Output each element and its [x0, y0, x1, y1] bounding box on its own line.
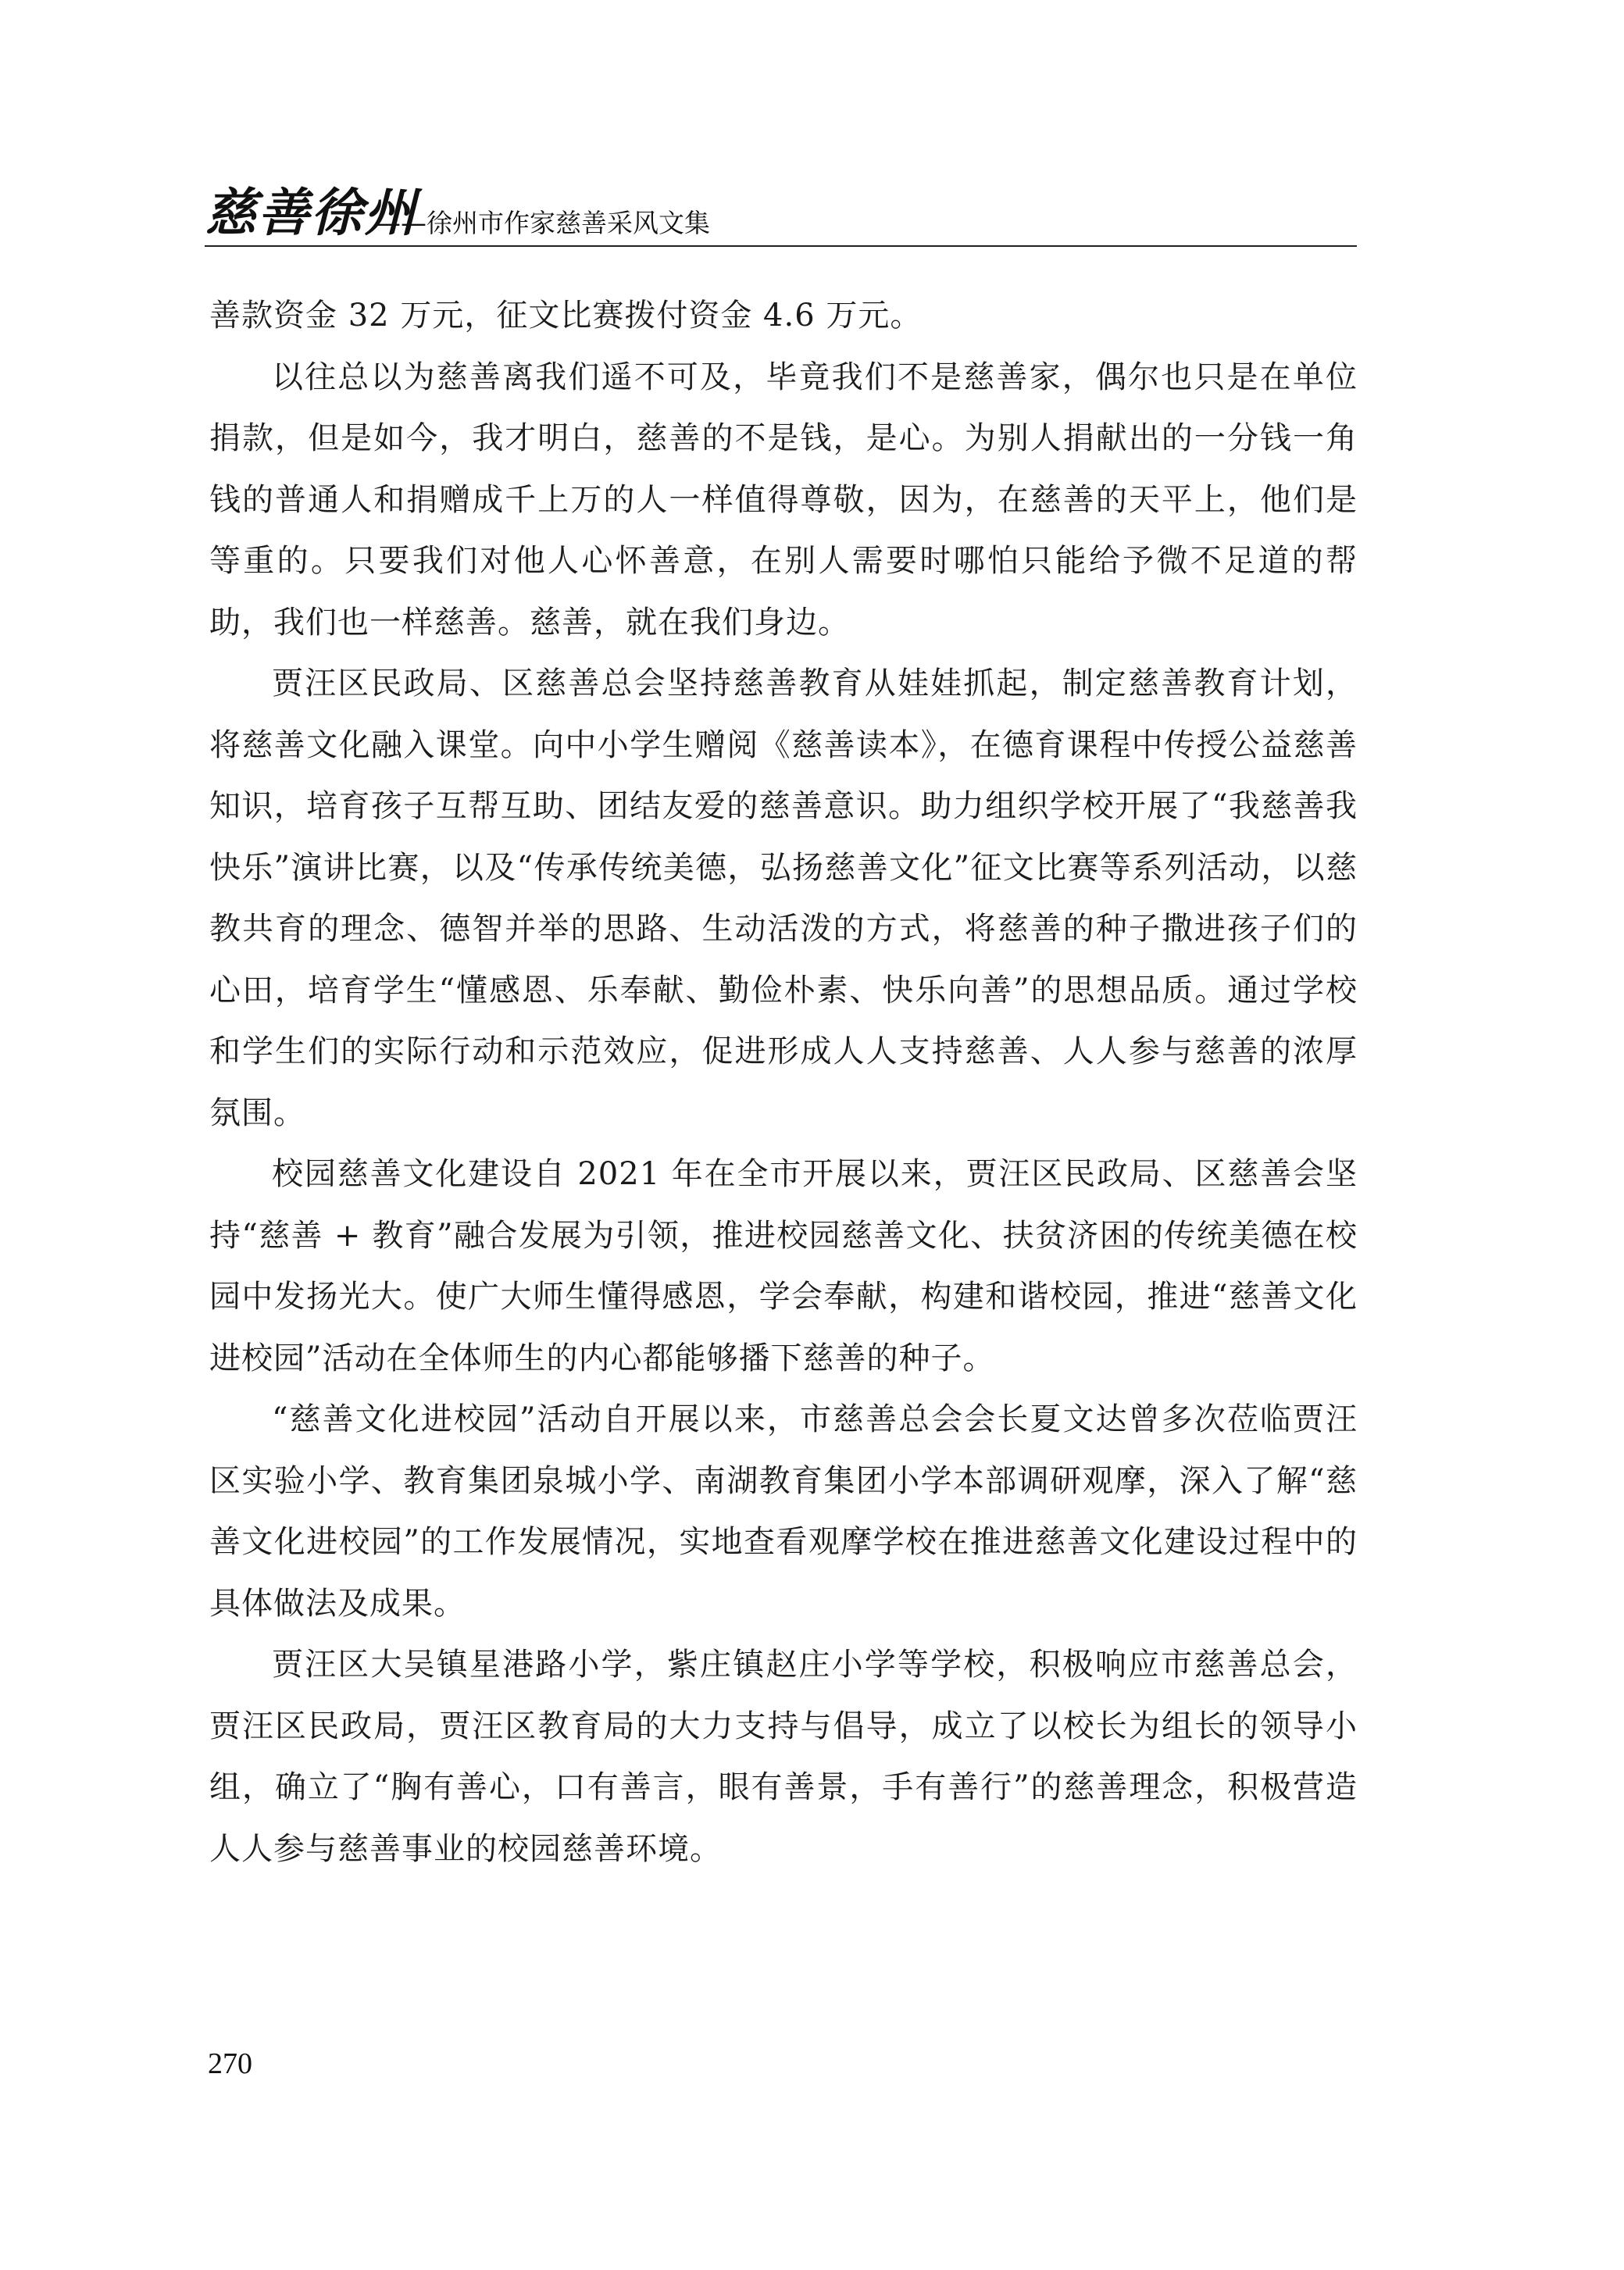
book-logo: 慈善徐州 — [205, 182, 417, 243]
header-divider — [205, 245, 1357, 247]
page-body — [209, 285, 1358, 1879]
paragraph: “慈善文化进校园”活动自开展以来，市慈善总会会长夏文达曾多次莅临贾汪区实验小学、教育集团泉城小学、南湖教育集团小学本部调研观摩，深入了解“慈善文化进校园”的工作发展情况，实地查看观摩学校在推进慈善文化建设过程中的具体做法及成果。 — [209, 1401, 1358, 1622]
paragraph: 校园慈善文化建设自 2021 年在全市开展以来，贾汪区民政局、区慈善会坚持“慈善 + 教育”融合发展为引领，推进校园慈善文化、扶贫济困的传统美德在校园中发扬光大。使广大师生懂得感恩，学会奉献，构建和谐校园，推进“慈善文化进校园”活动在全体师生的内心都能够播下慈善的种子。 — [209, 1156, 1358, 1376]
paragraph: 贾汪区大吴镇星港路小学，紫庄镇赵庄小学等学校，积极响应市慈善总会，贾汪区民政局，贾汪区教育局的大力支持与倡导，成立了以校长为组长的领导小组，确立了“胸有善心，口有善言，眼有善景，手有善行”的慈善理念，积极营造人人参与慈善事业的校园慈善环境。 — [209, 1647, 1358, 1867]
paragraph: 贾汪区民政局、区慈善总会坚持慈善教育从娃娃抓起，制定慈善教育计划，将慈善文化融入课堂。向中小学生赠阅《慈善读本》，在德育课程中传授公益慈善知识，培育孩子互帮互助、团结友爱的慈善意识。助力组织学校开展了“我慈善我快乐”演讲比赛，以及“传承传统美德，弘扬慈善文化”征文比赛等系列活动，以慈教共育的理念、德智并举的思路、生动活泼的方式，将慈善的种子撒进孩子们的心田，培育学生“懂感恩、乐奉献、勤俭朴素、快乐向善”的思想品质。通过学校和学生们的实际行动和示范效应，促进形成人人支持慈善、人人参与慈善的浓厚氛围。 — [209, 666, 1358, 1131]
running-header — [205, 181, 1357, 252]
page-number: 270 — [208, 2047, 252, 2080]
paragraph: 善款资金 32 万元，征文比赛拨付资金 4.6 万元。 — [209, 298, 923, 334]
book-subtitle: ——徐州市作家慈善采风文集 — [375, 208, 710, 238]
paragraph: 以往总以为慈善离我们遥不可及，毕竟我们不是慈善家，偶尔也只是在单位捐款，但是如今，我才明白，慈善的不是钱，是心。为别人捐献出的一分钱一角钱的普通人和捐赠成千上万的人一样值得尊敬，因为，在慈善的天平上，他们是等重的。只要我们对他人心怀善意，在别人需要时哪怕只能给予微不足道的帮助，我们也一样慈善。慈善，就在我们身边。 — [209, 359, 1358, 641]
